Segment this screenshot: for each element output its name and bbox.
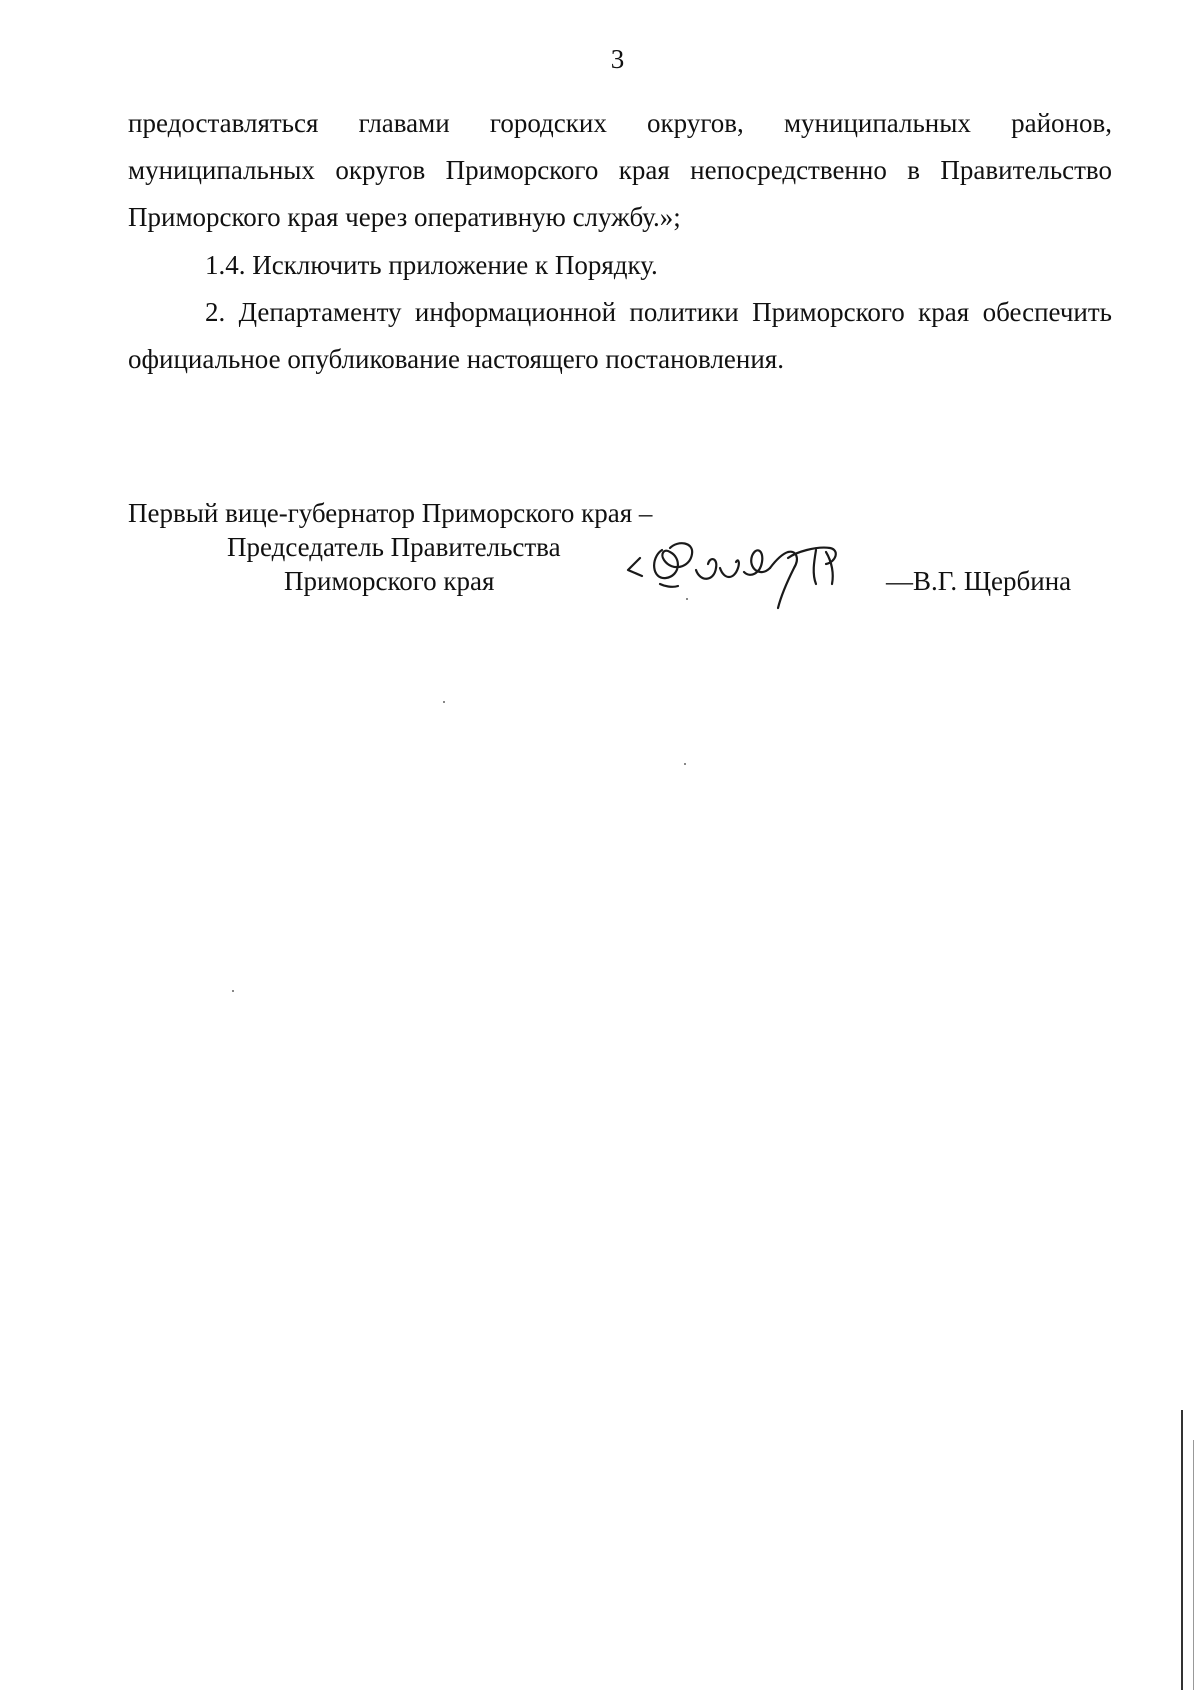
paragraph-item-1-4: 1.4. Исключить приложение к Порядку. <box>205 250 658 280</box>
signatory-position-line-1: Первый вице-губернатор Приморского края – <box>128 498 653 528</box>
signatory-name: —В.Г. Щербина <box>886 566 1072 596</box>
page-number: 3 <box>610 44 625 74</box>
scan-speck <box>684 763 686 765</box>
scan-edge-line <box>1193 1440 1194 1690</box>
handwritten-signature <box>620 528 870 623</box>
scan-edge-line <box>1181 1410 1183 1690</box>
scan-speck <box>686 598 688 600</box>
scan-speck <box>443 701 445 703</box>
paragraph-continuation: предоставляться главами городских округов, муниципальных районов, муниципальных округов Приморского края непосредственно в Правительство Приморского края через оперативную службу.»; <box>128 108 1112 232</box>
signatory-position-line-3: Приморского края <box>284 566 495 596</box>
signatory-position-line-2: Председатель Правительства <box>227 532 561 562</box>
paragraph-item-2: 2. Департаменту информационной политики Приморского края обеспечить официальное опубликование настоящего постановления. <box>128 297 1112 374</box>
scan-speck <box>232 990 234 992</box>
